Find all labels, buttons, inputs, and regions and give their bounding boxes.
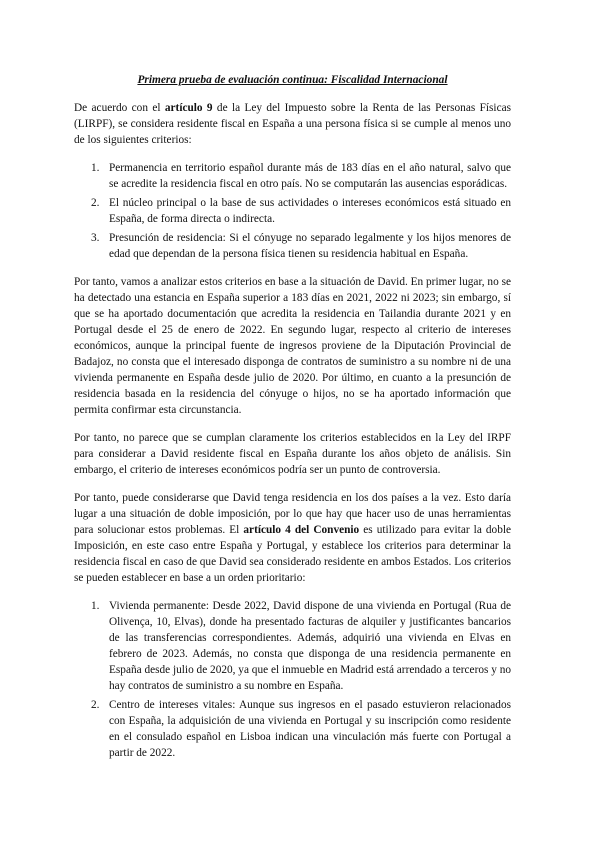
list-item: [74, 160, 511, 192]
criteria-list: [74, 160, 511, 262]
intro-text-post: de la Ley del Impuesto sobre la Renta de las Personas Físicas (LIRPF), se considera residente fiscal en España a una persona física si se cumple al menos uno de los siguientes criterios:: [74, 102, 511, 146]
document-title: Primera prueba de evaluación continua: Fiscalidad Internacional: [137, 74, 448, 86]
list-item-text: Vivienda permanente: Desde 2022, David dispone de una vivienda en Portugal (Rua de Olivença, 10, Elvas), donde ha presentado facturas de alquiler y justificantes bancarios de las transferencias correspondientes. Además, adquirió una vivienda en Elvas en febrero de 2023. Además, no consta que disponga de una residencia permanente en España desde julio de 2020, ya que el inmueble en Madrid está arrendado a terceros y no hay contratos de suministro a su nombre en España.: [109, 600, 511, 692]
priority-criteria-list: [74, 598, 511, 761]
convenio-paragraph: [74, 490, 511, 586]
convenio-text-pre: Por tanto, puede considerarse que David tenga residencia en los dos países a la vez. Esto daría lugar a una situación de doble imposición, por lo que hay que hacer uso de unas herramientas para solucionar estos problemas. El: [74, 492, 511, 536]
list-item: [74, 230, 511, 262]
convenio-article-bold: artículo 4 del Convenio: [243, 524, 360, 536]
list-item-text: El núcleo principal o la base de sus actividades o intereses económicos está situado en España, de forma directa o indirecta.: [109, 197, 511, 225]
list-number: 1.: [91, 600, 100, 612]
list-number: 1.: [91, 162, 100, 174]
list-number: 2.: [91, 197, 100, 209]
conclusion-paragraph: Por tanto, no parece que se cumplan claramente los criterios establecidos en la Ley del IRPF para considerar a David residente fiscal en España durante los años objeto de análisis. Sin embargo, el criterio de intereses económicos podría ser un punto de controversia.: [74, 432, 511, 476]
list-item-text: Centro de intereses vitales: Aunque sus ingresos en el pasado estuvieron relacionados con España, la adquisición de una vivienda en Portugal y su inscripción como residente en el consulado español en Lisboa indican una vinculación más fuerte con Portugal a partir de 2022.: [109, 699, 511, 759]
list-item-text: Permanencia en territorio español durante más de 183 días en el año natural, salvo que se acredite la residencia fiscal en otro país. No se computarán las ausencias esporádicas.: [109, 162, 511, 190]
convenio-text-post: es utilizado para evitar la doble Imposición, en este caso entre España y Portugal, y establece los criterios para determinar la residencia fiscal en caso de que David sea considerado residente en ambos Estados. Los criterios se pueden establecer en base a un orden prioritario:: [74, 524, 512, 584]
list-item: [74, 697, 511, 761]
analysis-paragraph: Por tanto, vamos a analizar estos criterios en base a la situación de David. En primer lugar, no se ha detectado una estancia en España superior a 183 días en 2021, 2022 ni 2023; sin embargo, sí que se ha aportado documentación que acredita la residencia en Tailandia durante 2021 y en Portugal desde el 25 de enero de 2022. En segundo lugar, respecto al criterio de intereses económicos, aunque la principal fuente de ingresos proviene de la Diputación Provincial de Badajoz, no consta que el interesado disponga de contratos de suministro a su nombre ni de una vivienda permanente en España desde julio de 2020. Por último, en cuanto a la presunción de residencia basada en la residencia del cónyuge o hijos, no se ha aportado información que permita confirmar esta circunstancia.: [74, 276, 511, 416]
list-item: [74, 598, 511, 694]
intro-text-pre: De acuerdo con el: [74, 102, 165, 114]
intro-paragraph: [74, 100, 511, 148]
list-number: 2.: [91, 699, 100, 711]
intro-article-bold: artículo 9: [164, 102, 213, 114]
list-item-text: Presunción de residencia: Si el cónyuge no separado legalmente y los hijos menores de edad que dependan de la persona física tienen su residencia habitual en España.: [109, 232, 511, 260]
list-item: [74, 195, 511, 227]
list-number: 3.: [91, 232, 100, 244]
